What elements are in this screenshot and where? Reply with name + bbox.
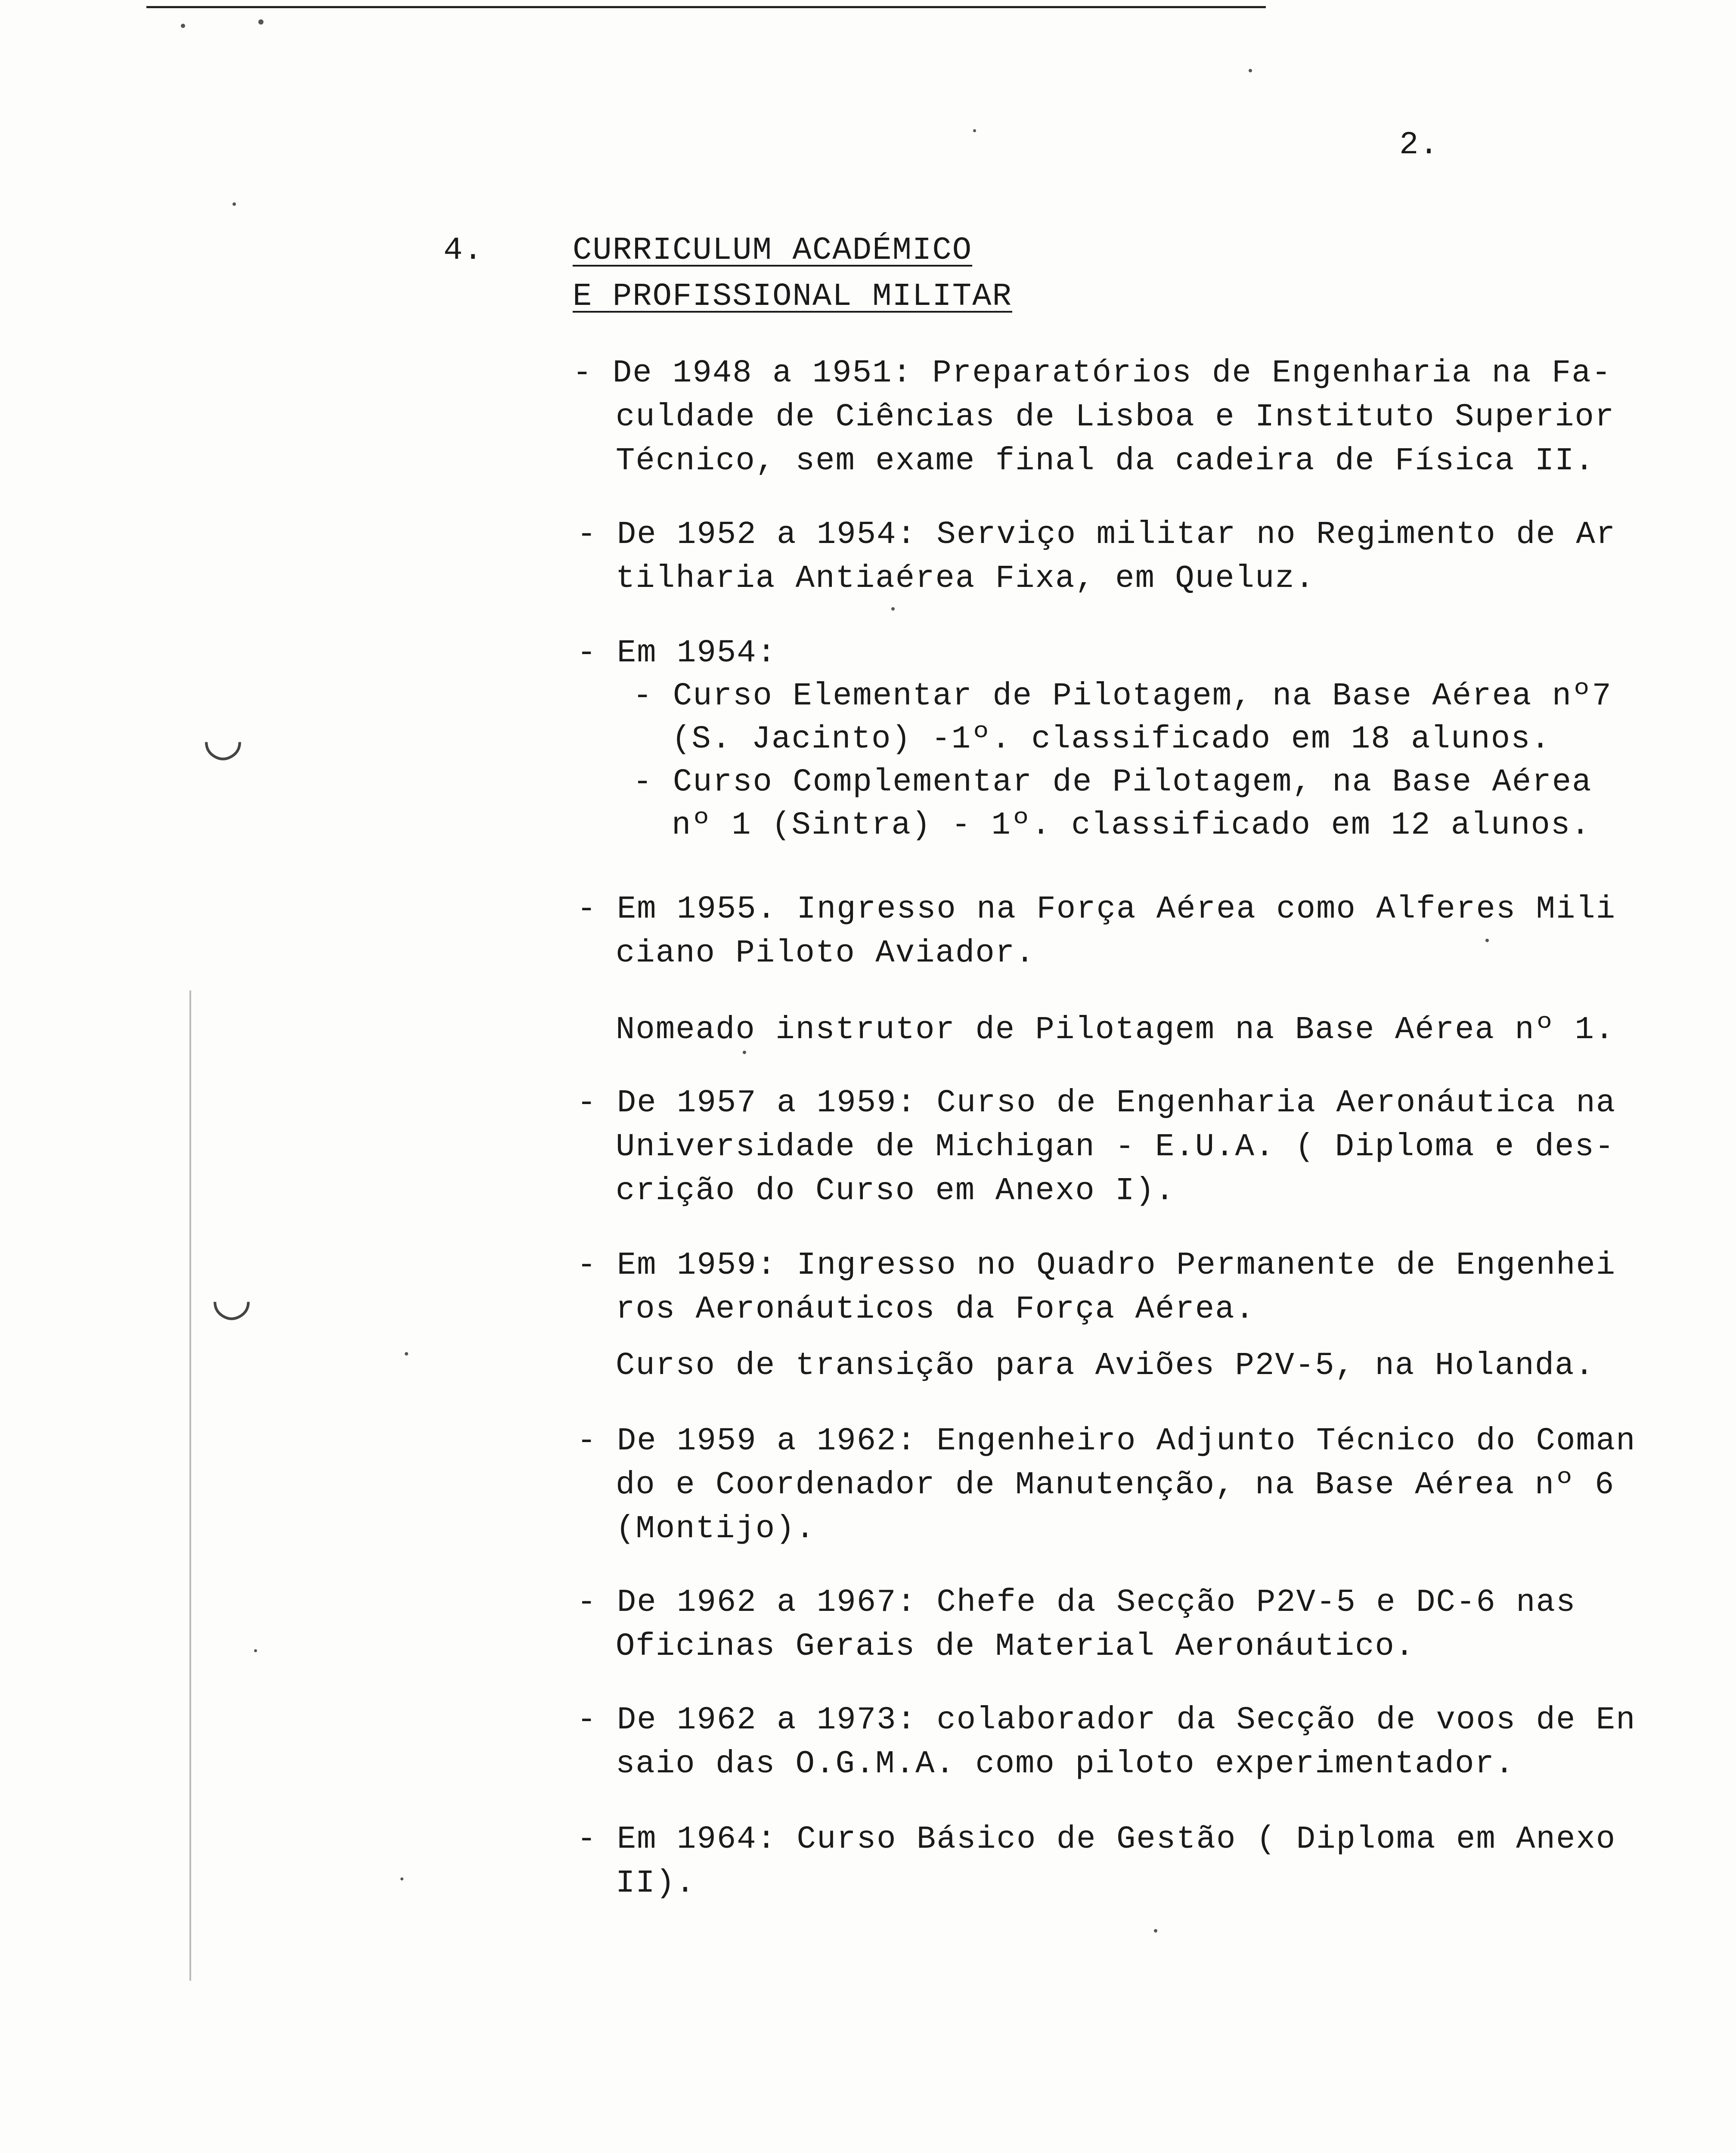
- text-line: culdade de Ciências de Lisboa e Instituto Superior: [616, 399, 1615, 435]
- scan-speck: [232, 202, 236, 206]
- text-line: Nomeado instrutor de Pilotagem na Base Aérea nº 1.: [616, 1012, 1615, 1048]
- scan-speck: [258, 19, 264, 25]
- text-line: Curso de transição para Aviões P2V-5, na Holanda.: [616, 1348, 1595, 1384]
- text-line: - Em 1959: Ingresso no Quadro Permanente de Engenhei: [577, 1247, 1616, 1284]
- binder-mark: ◡: [211, 1270, 252, 1325]
- scan-speck: [891, 607, 895, 611]
- section-title-line1: CURRICULUM ACADÉMICO: [573, 233, 973, 269]
- section-number: 4.: [443, 233, 484, 269]
- scan-speck: [973, 129, 976, 132]
- scan-speck: [254, 1649, 257, 1652]
- text-line: - De 1948 a 1951: Preparatórios de Engenharia na Fa-: [573, 355, 1612, 391]
- text-line: - Curso Complementar de Pilotagem, na Base Aérea: [633, 764, 1592, 800]
- text-line: Universidade de Michigan - E.U.A. ( Diploma e des-: [616, 1129, 1615, 1165]
- scan-speck: [743, 1051, 746, 1054]
- text-line: - Curso Elementar de Pilotagem, na Base Aérea nº7: [633, 678, 1612, 714]
- text-line: - Em 1954:: [577, 635, 777, 671]
- text-line: - De 1959 a 1962: Engenheiro Adjunto Técnico do Coman: [577, 1423, 1636, 1459]
- text-line: - De 1962 a 1967: Chefe da Secção P2V-5 e DC-6 nas: [577, 1585, 1576, 1621]
- text-line: - Em 1964: Curso Básico de Gestão ( Diploma em Anexo: [577, 1821, 1616, 1858]
- scan-edge: [189, 990, 191, 1981]
- text-line: - De 1952 a 1954: Serviço militar no Regimento de Ar: [577, 517, 1616, 553]
- scan-speck: [400, 1877, 403, 1880]
- text-line: - De 1957 a 1959: Curso de Engenharia Aeronáutica na: [577, 1085, 1616, 1121]
- text-line: Técnico, sem exame final da cadeira de Física II.: [616, 443, 1595, 479]
- text-line: saio das O.G.M.A. como piloto experimentador.: [616, 1746, 1515, 1782]
- text-line: - Em 1955. Ingresso na Força Aérea como Alferes Mili: [577, 891, 1616, 928]
- text-line: Oficinas Gerais de Material Aeronáutico.: [616, 1629, 1415, 1665]
- text-line: ciano Piloto Aviador.: [616, 935, 1035, 971]
- text-line: (S. Jacinto) -1º. classificado em 18 alunos.: [672, 721, 1551, 757]
- text-line: nº 1 (Sintra) - 1º. classificado em 12 alunos.: [672, 807, 1591, 844]
- text-line: tilharia Antiaérea Fixa, em Queluz.: [616, 561, 1315, 597]
- text-line: do e Coordenador de Manutenção, na Base Aérea nº 6: [616, 1467, 1615, 1503]
- scan-speck: [181, 24, 185, 28]
- text-line: II).: [616, 1865, 696, 1902]
- binder-mark: ◡: [202, 710, 244, 766]
- scan-speck: [1249, 69, 1252, 72]
- section-title-line2: E PROFISSIONAL MILITAR: [573, 279, 1012, 315]
- text-line: crição do Curso em Anexo I).: [616, 1173, 1175, 1209]
- text-line: - De 1962 a 1973: colaborador da Secção de voos de En: [577, 1702, 1636, 1738]
- scan-speck: [405, 1352, 408, 1356]
- text-line: ros Aeronáuticos da Força Aérea.: [616, 1291, 1256, 1328]
- page-number: 2.: [1399, 127, 1439, 163]
- scan-speck: [1154, 1929, 1157, 1933]
- text-line: (Montijo).: [616, 1511, 816, 1547]
- scan-speck: [1485, 939, 1489, 942]
- top-rule: [146, 6, 1266, 8]
